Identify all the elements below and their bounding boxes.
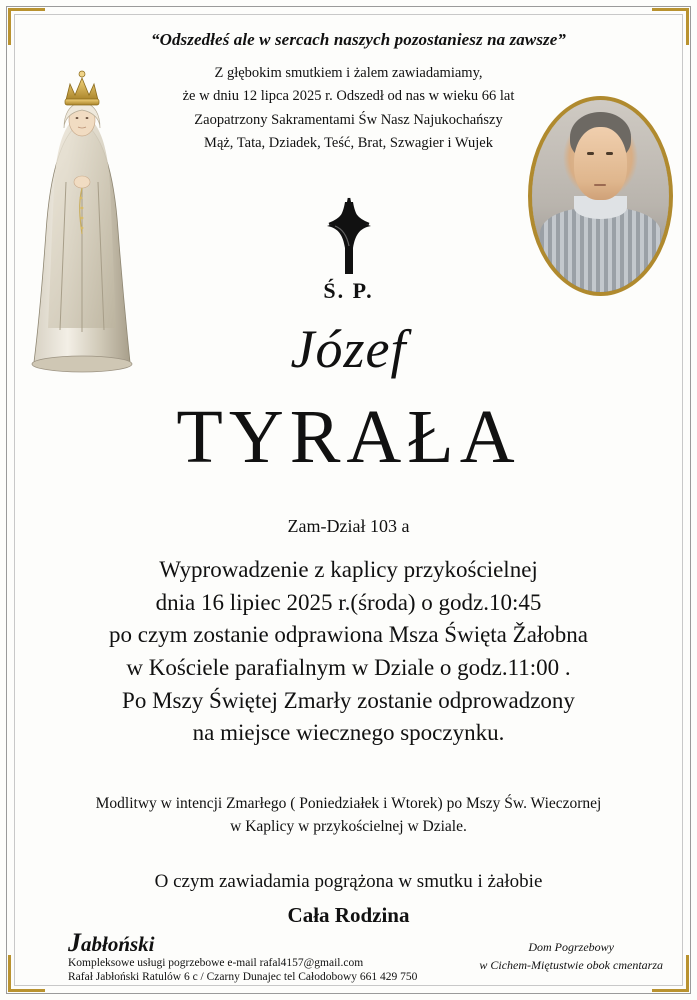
intro-line-4: Mąż, Tata, Dziadek, Teść, Brat, Szwagier i Wujek [204,135,493,152]
corner-bracket-top-right [652,8,689,45]
christian-cross-icon [0,196,697,285]
announcement-line-1: O czym zawiadamia pogrążona w smutku i żałobie [154,871,543,892]
funeral-home-brand [68,930,417,956]
ceremony-line-2: dnia 16 lipiec 2025 r.(środa) o godz.10:45 [155,589,542,615]
ceremony-line-4: w Kościele parafialnym w Dziale o godz.11:00 . [126,654,571,680]
footer [26,928,671,983]
photo-eye-left [587,152,594,155]
announcement-block [40,868,657,930]
photo-face [574,127,626,200]
ceremony-line-5: Po Mszy Świętej Zmarły zostanie odprowadzony [122,687,575,713]
intro-line-3: Zaopatrzony Sakramentami Św Nasz Najukochańszy [194,111,503,128]
prayers-line-2: w Kaplicy w przykościelnej w Dziale. [230,818,467,836]
brand-name: abłoński [81,932,155,956]
ceremony-line-3: po czym zostanie odprawiona Msza Święta Žałobna [108,622,588,648]
ceremony-line-6: na miejsce wiecznego spoczynku. [192,720,505,746]
prayers-info [40,792,657,839]
intro-block [150,62,547,156]
deceased-first-name: Józef [290,319,407,379]
brand-initial: J [68,928,81,957]
motto-text: “Odszedłeś ale w sercach naszych pozostaniesz na zawsze” [150,30,567,49]
corner-bracket-top-left [8,8,45,45]
intro-line-1: Z głębokim smutkiem i żalem zawiadamiamy, [214,65,483,81]
prayers-line-1: Modlitwy w intencji Zmarłego ( Poniedziałek i Wtorek) po Mszy Św. Wieczornej [95,795,602,812]
ceremony-details [40,554,657,750]
footer-right-block [479,938,663,974]
footer-right-line-2: w Cichem-Miętustwie obok cmentarza [479,958,663,972]
footer-contact: Rafał Jabłoński Ratulów 6 c / Czarny Dunajec tel Całodobowy 661 429 750 [68,971,418,983]
footer-services: Kompleksowe usługi pogrzebowe e-mail rafal4157@gmail.com [68,957,364,969]
footer-right-line-1: Dom Pogrzebowy [528,940,615,954]
photo-eye-right [606,152,613,155]
intro-line-2: że w dniu 12 lipca 2025 r. Odszedł od nas w wieku 66 lat [182,88,515,105]
deceased-surname: TYRAŁA [176,395,521,479]
ceremony-line-1: Wyprowadzenie z kaplicy przykościelnej [159,557,538,582]
deceased-address: Zam-Dział 103 a [287,516,410,536]
footer-left-block [68,930,417,983]
sp-label: Ś. P. [323,278,374,303]
announcement-family: Cała Rodzina [287,902,410,927]
